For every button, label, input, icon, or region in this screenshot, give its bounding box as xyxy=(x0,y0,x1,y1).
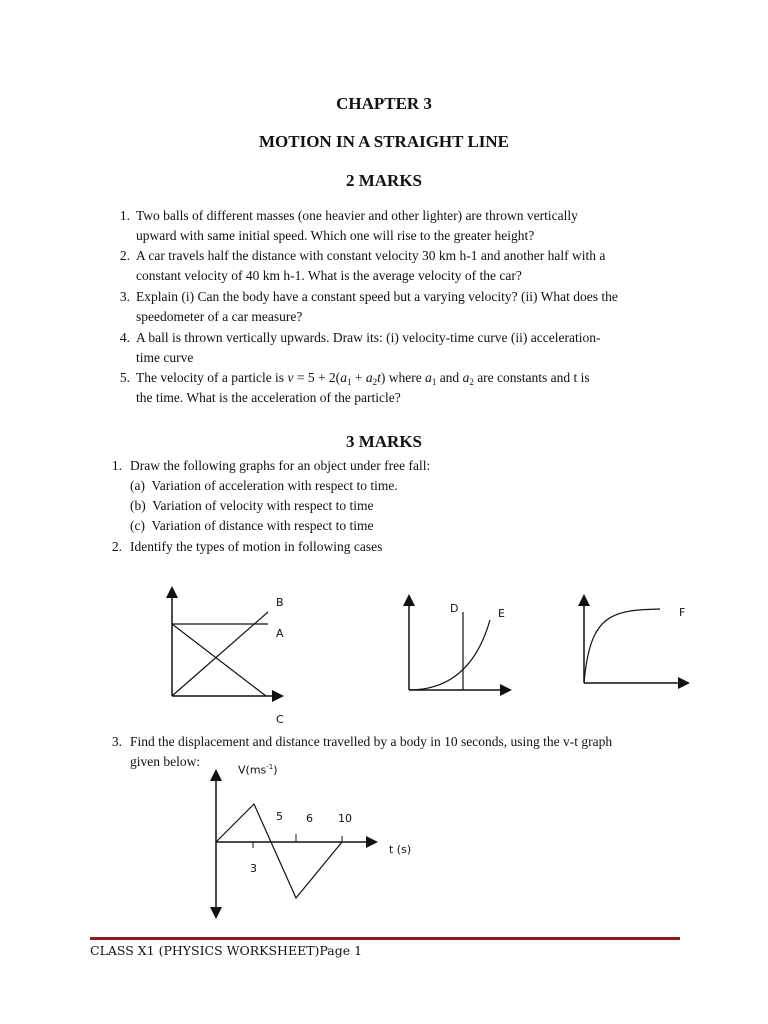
vt-tick-label-10: 10 xyxy=(338,812,352,825)
vt-tick-label-5: 5 xyxy=(276,810,283,823)
graph-abc xyxy=(172,592,278,696)
vt-graph xyxy=(216,775,372,913)
vt-tick-label-6: 6 xyxy=(306,812,313,825)
graph-f xyxy=(584,600,684,683)
label-e: E xyxy=(498,607,505,620)
label-b: B xyxy=(276,596,284,609)
vt-tick-label-3: 3 xyxy=(250,862,257,875)
curve-e xyxy=(409,620,490,690)
vt-y-label: $V(ms^{-1})$ xyxy=(238,763,278,777)
section-2-marks: 2 MARKS xyxy=(345,171,423,190)
sub-item-c: (c) Variation of distance with respect to time xyxy=(130,518,374,533)
chapter-heading: CHAPTER 3 xyxy=(336,94,432,113)
label-d: D xyxy=(450,602,459,615)
sub-item-a: (a) Variation of acceleration with respect to time. xyxy=(130,478,398,493)
footer-rule xyxy=(90,937,680,940)
vt-x-label: t (s) xyxy=(389,843,412,856)
label-a: A xyxy=(276,627,284,640)
label-f: F xyxy=(679,606,686,619)
footer-text: CLASS X1 (PHYSICS WORKSHEET)Page 1 xyxy=(90,943,363,958)
label-c: C xyxy=(276,713,284,726)
sub-item-b: (b) Variation of velocity with respect to time xyxy=(130,498,374,513)
line-c xyxy=(172,624,266,696)
chapter-title: MOTION IN A STRAIGHT LINE xyxy=(258,132,510,151)
section-3-marks: 3 MARKS xyxy=(345,432,423,451)
curve-f xyxy=(584,609,660,683)
equation: v xyxy=(287,370,294,385)
